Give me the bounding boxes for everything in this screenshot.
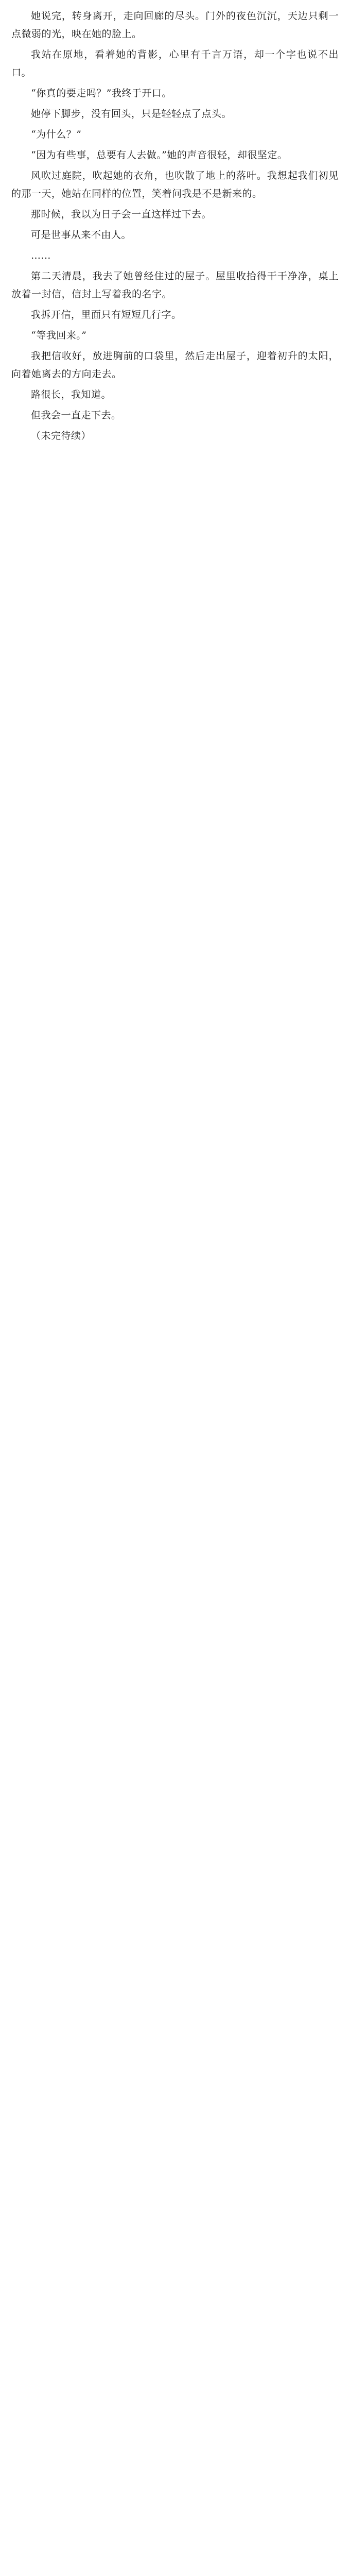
paragraph: “因为有些事，总要有人去做。”她的声音很轻，却很坚定。: [31, 149, 288, 161]
paragraph: （未完待续）: [31, 430, 92, 442]
paragraph: 那时候，我以为日子会一直这样过下去。: [31, 209, 212, 220]
paragraph: 但我会一直走下去。: [31, 410, 121, 421]
paragraph: 可是世事从来不由人。: [31, 229, 132, 241]
paragraph: 我拆开信，里面只有短短几行字。: [31, 309, 182, 320]
paragraph: 她说完，转身离开，走向回廊的尽头。门外的夜色沉沉，天边只剩一点微弱的光，映在她的脸上。: [11, 10, 339, 40]
paragraph: “等我回来。”: [31, 330, 87, 341]
paragraph: 风吹过庭院，吹起她的衣角，也吹散了地上的落叶。我想起我们初见的那一天，她站在同样的位置，笑着问我是不是新来的。: [11, 170, 339, 199]
paragraph: “你真的要走吗？”我终于开口。: [31, 88, 172, 99]
paragraph: “为什么？”: [31, 129, 82, 140]
paragraph: ……: [31, 250, 51, 261]
paragraph: 我站在原地，看着她的背影，心里有千言万语，却一个字也说不出口。: [11, 49, 339, 78]
paragraph: 第二天清晨，我去了她曾经住过的屋子。屋里收拾得干干净净，桌上放着一封信，信封上写着我的名字。: [11, 270, 339, 300]
paragraph: 我把信收好，放进胸前的口袋里，然后走出屋子，迎着初升的太阳，向着她离去的方向走去。: [11, 350, 339, 380]
paragraph: 她停下脚步，没有回头，只是轻轻点了点头。: [31, 108, 232, 120]
paragraph: 路很长，我知道。: [31, 389, 112, 400]
